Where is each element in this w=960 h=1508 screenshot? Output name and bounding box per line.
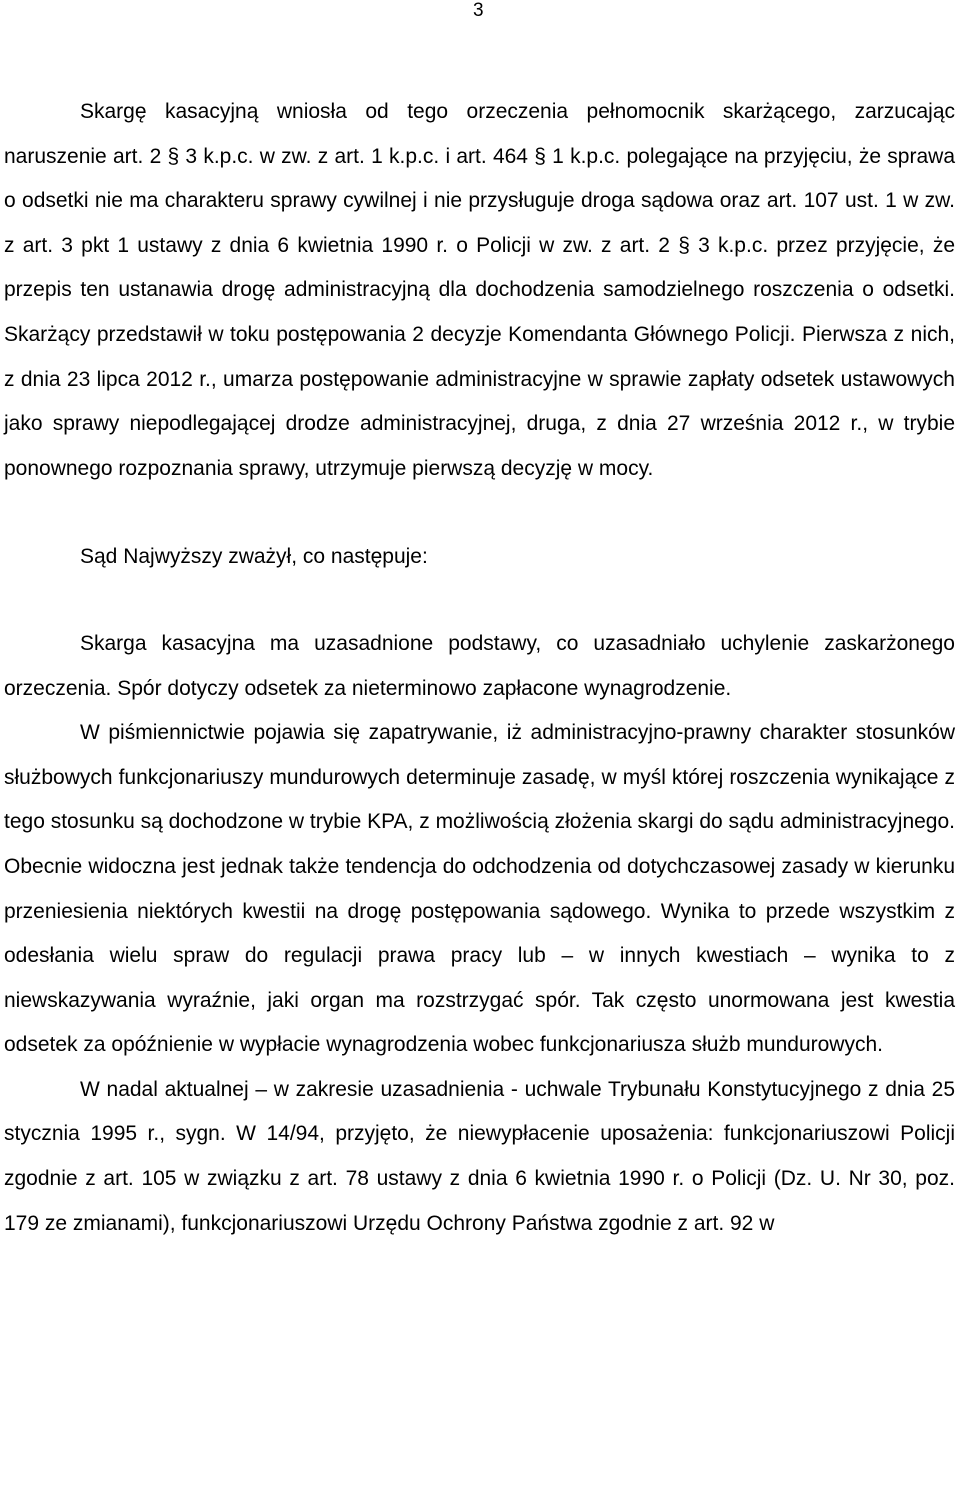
page-number: 3: [473, 0, 484, 21]
spacer: [4, 491, 955, 535]
paragraph-tribunal-resolution: W nadal aktualnej – w zakresie uzasadnienia - uchwale Trybunału Konstytucyjnego z dnia 25 stycznia 1995 r., sygn. W 14/94, przyjęto, że niewypłacenie uposażenia: funkcjonariuszowi Policji zgodnie z art. 105 w związku z art. 78 ustawy z dnia 6 kwietnia 1990 r. o Policji (Dz. U. Nr 30, poz. 179 ze zmianami), funkcjonariuszowi Urzędu Ochrony Państwa zgodnie z art. 92 w: [4, 1077, 955, 1235]
section-heading: Sąd Najwyższy zważył, co następuje:: [80, 545, 428, 569]
paragraph-grounds: Skarga kasacyjna ma uzasadnione podstawy, co uzasadniało uchylenie zaskarżonego orzeczenia. Spór dotyczy odsetek za nieterminowo zapłacone wynagrodzenie.: [4, 631, 955, 700]
spacer: [4, 580, 955, 622]
document-body: [4, 90, 955, 1246]
paragraph-cassation-complaint: Skargę kasacyjną wniosła od tego orzeczenia pełnomocnik skarżącego, zarzucając naruszenie art. 2 § 3 k.p.c. w zw. z art. 1 k.p.c. i art. 464 § 1 k.p.c. polegające na przyjęciu, że sprawa o odsetki nie ma charakteru sprawy cywilnej i nie przysługuje droga sądowa oraz art. 107 ust. 1 w zw. z art. 3 pkt 1 ustawy z dnia 6 kwietnia 1990 r. o Policji w zw. z art. 2 § 3 k.p.c. przez przyjęcie, że przepis ten ustanawia drogę administracyjną dla dochodzenia samodzielnego roszczenia o odsetki. Skarżący przedstawił w toku postępowania 2 decyzje Komendanta Głównego Policji. Pierwsza z nich, z dnia 23 lipca 2012 r., umarza postępowanie administracyjne w sprawie zapłaty odsetek ustawowych jako sprawy niepodlegającej drodze administracyjnej, druga, z dnia 27 września 2012 r., w trybie ponownego rozpoznania sprawy, utrzymuje pierwszą decyzję w mocy.: [4, 100, 955, 480]
paragraph-literature: W piśmiennictwie pojawia się zapatrywanie, iż administracyjno-prawny charakter stosunków służbowych funkcjonariuszy mundurowych determinuje zasadę, w myśl której roszczenia wynikające z tego stosunku są dochodzone w trybie KPA, z możliwością złożenia skargi do sądu administracyjnego. Obecnie widoczna jest jednak także tendencja do odchodzenia od dotychczasowej zasady w kierunku przeniesienia niektórych kwestii na drogę postępowania sądowego. Wynika to przede wszystkim z odesłania wielu spraw do regulacji prawa pracy lub – w innych kwestiach – wynika to z niewskazywania wyraźnie, jaki organ ma rozstrzygać spór. Tak często unormowana jest kwestia odsetek za opóźnienie w wypłacie wynagrodzenia wobec funkcjonariusza służb mundurowych.: [4, 721, 955, 1057]
